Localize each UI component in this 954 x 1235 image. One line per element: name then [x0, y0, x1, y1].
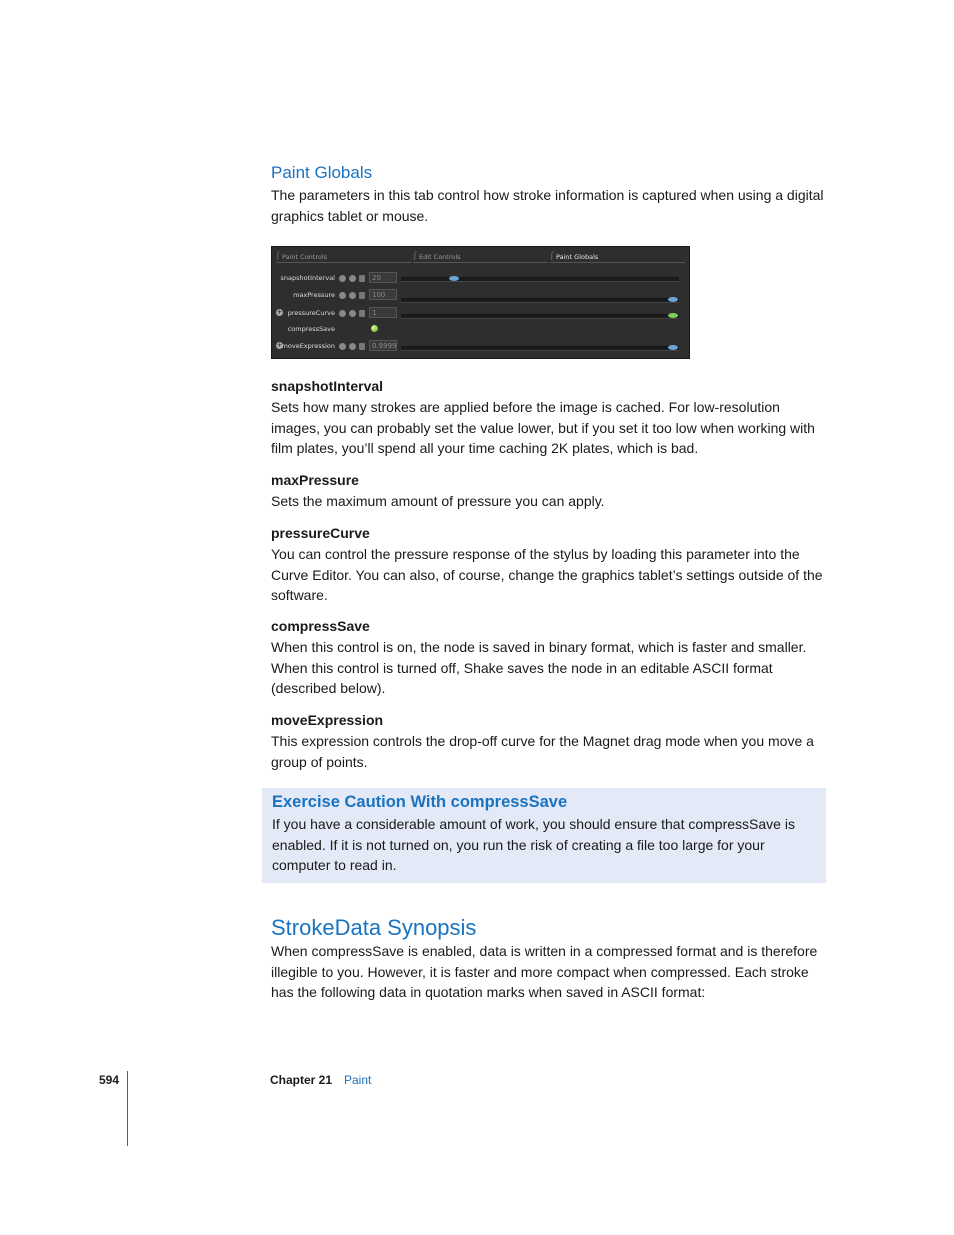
param-label: pressureCurve	[287, 309, 335, 317]
param-row-compresssave	[272, 323, 689, 337]
param-desc: Sets the maximum amount of pressure you can apply.	[271, 493, 605, 509]
link-icon[interactable]	[349, 343, 356, 350]
value-field[interactable]: 0.9999	[369, 340, 397, 351]
lock-icon[interactable]	[359, 310, 365, 317]
tab-paint-globals[interactable]: ⌠ Paint Globals	[550, 253, 685, 263]
slider-knob[interactable]	[449, 276, 459, 281]
link-icon[interactable]	[349, 275, 356, 282]
param-term: compressSave	[271, 618, 370, 634]
param-term: moveExpression	[271, 712, 384, 728]
value-field[interactable]: 100	[369, 289, 397, 300]
animate-icon[interactable]	[339, 343, 346, 350]
slider-track[interactable]	[401, 277, 679, 282]
animate-icon[interactable]	[339, 275, 346, 282]
slider-track[interactable]	[401, 314, 679, 319]
param-label: compressSave	[287, 325, 335, 333]
synopsis-text: When compressSave is enabled, data is written in a compressed format and is therefore illegible to you. However, it is faster and more compact when compressed. Each stroke has the following data in quotation marks when saved in ASCII format:	[271, 943, 818, 1000]
section-title: Paint Globals	[271, 163, 373, 182]
link-icon[interactable]	[349, 310, 356, 317]
animate-icon[interactable]	[339, 292, 346, 299]
slider-knob[interactable]	[668, 313, 678, 318]
param-row-pressurecurve	[272, 307, 689, 321]
param-row-snapshotinterval	[272, 272, 689, 286]
param-desc: When this control is on, the node is saved in binary format, which is faster and smaller. When this control is turned off, Shake saves the node in an editable ASCII format (described below).	[271, 639, 807, 696]
tab-edit-controls[interactable]: ⌠ Edit Controls	[413, 253, 548, 263]
param-row-maxpressure	[272, 289, 689, 303]
value-field[interactable]: 20	[369, 272, 397, 283]
param-term: maxPressure	[271, 472, 359, 488]
expand-plus-icon[interactable]: +	[276, 308, 283, 316]
tab-bar	[272, 251, 689, 265]
lock-icon[interactable]	[359, 292, 365, 299]
param-desc: Sets how many strokes are applied before the image is cached. For low-resolution images, you can probably set the value lower, but if you set it too low when working with film plates, you’ll spend all your time caching 2K plates, which is bad.	[271, 399, 815, 456]
page-number: 594	[99, 1073, 120, 1087]
toggle-led-icon[interactable]	[371, 325, 378, 332]
footer-rule	[127, 1071, 128, 1146]
section-intro: The parameters in this tab control how stroke information is captured when using a digital graphics tablet or mouse.	[271, 187, 824, 224]
param-desc: This expression controls the drop-off curve for the Magnet drag mode when you move a group of points.	[271, 733, 814, 770]
caution-note	[262, 788, 826, 883]
footer-section[interactable]: Paint	[344, 1073, 372, 1087]
tab-paint-controls[interactable]: ⌠ Paint Controls	[276, 253, 411, 263]
param-label: moveExpression	[281, 342, 335, 350]
slider-track[interactable]	[401, 346, 679, 351]
param-term: pressureCurve	[271, 525, 370, 541]
expand-plus-icon[interactable]: +	[276, 341, 283, 349]
value-field[interactable]: 1	[369, 307, 397, 318]
note-text: If you have a considerable amount of work, you should ensure that compressSave is enabled. If it is not turned on, you run the risk of creating a file too large for your computer to read in.	[272, 816, 795, 873]
param-label: maxPressure	[293, 291, 335, 299]
param-row-moveexpression	[272, 340, 689, 354]
note-title: Exercise Caution With compressSave	[272, 793, 568, 811]
slider-knob[interactable]	[668, 297, 678, 302]
slider-track[interactable]	[401, 298, 679, 303]
animate-icon[interactable]	[339, 310, 346, 317]
lock-icon[interactable]	[359, 343, 365, 350]
link-icon[interactable]	[349, 292, 356, 299]
param-desc: You can control the pressure response of the stylus by loading this parameter into the Curve Editor. You can also, of course, change the graphics tablet’s settings outside of the software.	[271, 546, 823, 603]
footer-chapter: Chapter 21	[270, 1073, 333, 1087]
param-label: snapshotInterval	[280, 274, 335, 282]
lock-icon[interactable]	[359, 275, 365, 282]
param-term: snapshotInterval	[271, 378, 384, 394]
synopsis-title: StrokeData Synopsis	[271, 915, 477, 940]
slider-knob[interactable]	[668, 345, 678, 350]
paint-globals-panel	[271, 246, 690, 359]
